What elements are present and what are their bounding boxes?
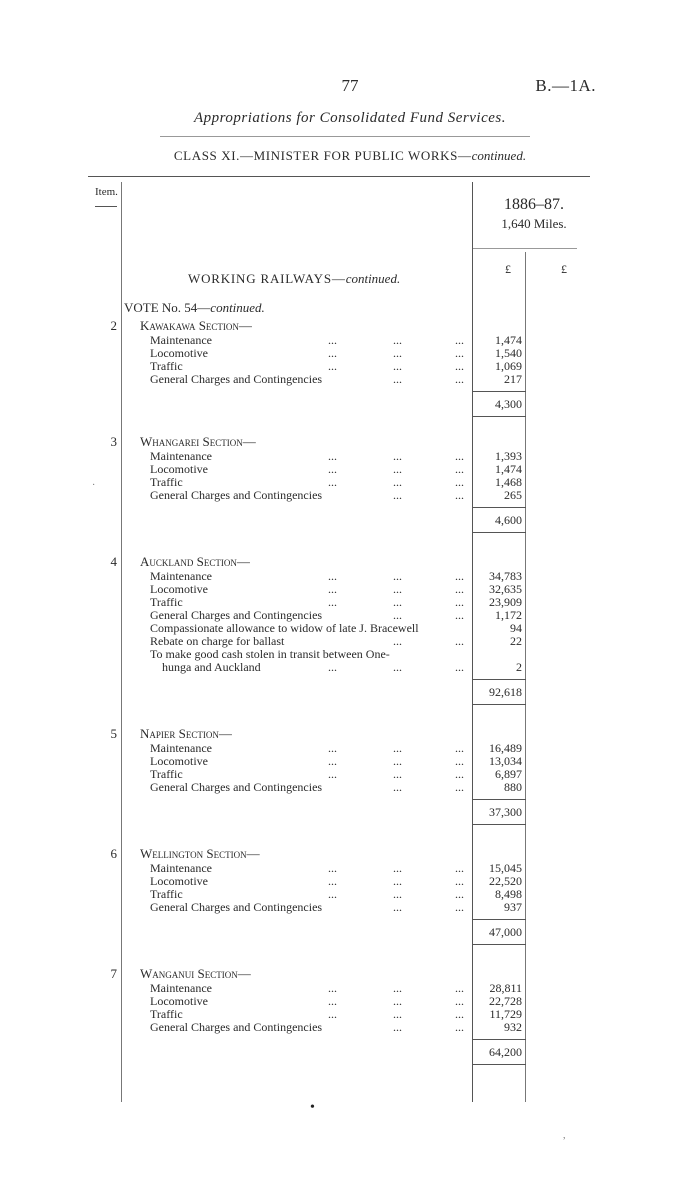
leader-dot: ... xyxy=(328,333,337,347)
leader-dot: ... xyxy=(393,1020,402,1034)
line-item-label: Traffic xyxy=(150,595,183,609)
line-item-label: General Charges and Contingencies xyxy=(150,608,323,622)
line-item-amount: 22,728 xyxy=(489,994,522,1008)
total-top-rule xyxy=(473,507,526,508)
class-heading-main: CLASS XI.—MINISTER FOR PUBLIC WORKS— xyxy=(173,148,472,163)
leader-dot: ... xyxy=(393,346,402,360)
leader-dot: ... xyxy=(455,994,464,1008)
line-item-amount: 265 xyxy=(504,488,522,502)
leader-dot: ... xyxy=(455,569,464,583)
subheading-main: WORKING RAILWAYS— xyxy=(188,271,346,286)
leader-dot: ... xyxy=(328,1007,337,1021)
leader-dot: ... xyxy=(393,767,402,781)
item-column-rule xyxy=(121,182,122,1102)
line-item-label: Locomotive xyxy=(150,582,208,596)
leader-dots xyxy=(150,373,468,386)
line-item-amount: 1,393 xyxy=(495,449,522,463)
vote-heading xyxy=(124,300,265,316)
line-item-amount: 1,069 xyxy=(495,359,522,373)
line-item-label: Compassionate allowance to widow of late J. Bracewell xyxy=(150,621,419,635)
page-number: 77 xyxy=(341,76,359,95)
line-item-label: Traffic xyxy=(150,359,183,373)
line-item-label: Rebate on charge for ballast xyxy=(150,634,285,648)
item-column-label: Item. xyxy=(95,186,118,198)
leader-dot: ... xyxy=(393,333,402,347)
total-bottom-rule xyxy=(473,416,526,417)
line-item xyxy=(150,781,468,794)
leader-dot: ... xyxy=(455,488,464,502)
section-total: 64,200 xyxy=(489,1045,522,1059)
leader-dot: ... xyxy=(455,780,464,794)
leader-dot: ... xyxy=(455,660,464,674)
line-item-label: Maintenance xyxy=(150,981,212,995)
corner-mark: , xyxy=(563,1130,566,1141)
leader-dot: ... xyxy=(455,1020,464,1034)
leader-dot: ... xyxy=(455,462,464,476)
vote-italic: continued. xyxy=(210,300,265,315)
leader-dot: ... xyxy=(328,861,337,875)
item-number: 2 xyxy=(110,318,117,333)
leader-dot: ... xyxy=(328,767,337,781)
leader-dot: ... xyxy=(328,462,337,476)
line-item xyxy=(150,347,468,360)
leader-dot: ... xyxy=(328,887,337,901)
leader-dot: ... xyxy=(328,874,337,888)
line-item-amount: 937 xyxy=(504,900,522,914)
leader-dot: ... xyxy=(393,981,402,995)
line-item xyxy=(150,875,468,888)
leader-dot: ... xyxy=(393,780,402,794)
working-railways-heading xyxy=(188,271,400,287)
line-item-amount: 880 xyxy=(504,780,522,794)
line-item-label: Maintenance xyxy=(150,741,212,755)
line-item-label: Traffic xyxy=(150,767,183,781)
line-item-label: Traffic xyxy=(150,887,183,901)
leader-dots xyxy=(150,995,468,1008)
line-item-label: General Charges and Contingencies xyxy=(150,900,323,914)
leader-dot: ... xyxy=(455,595,464,609)
line-item xyxy=(150,583,468,596)
leader-dot: ... xyxy=(455,346,464,360)
item-number: 6 xyxy=(110,846,117,861)
table-top-rule xyxy=(88,176,590,177)
line-item-label: To make good cash stolen in transit between One- xyxy=(150,647,390,661)
line-item xyxy=(150,661,468,674)
year-heading: 1886–87. xyxy=(504,196,564,213)
leader-dot: ... xyxy=(393,660,402,674)
line-item-label: Locomotive xyxy=(150,994,208,1008)
line-item-amount: 28,811 xyxy=(489,981,522,995)
leader-dot: ... xyxy=(455,475,464,489)
leader-dot: ... xyxy=(455,861,464,875)
leader-dot: ... xyxy=(328,981,337,995)
line-item-label: Locomotive xyxy=(150,462,208,476)
leader-dots xyxy=(150,875,468,888)
leader-dot: ... xyxy=(393,582,402,596)
page-mark: • xyxy=(310,1100,315,1115)
leader-dot: ... xyxy=(393,741,402,755)
leader-dot: ... xyxy=(393,874,402,888)
leader-dot: ... xyxy=(393,900,402,914)
line-item xyxy=(150,1021,468,1034)
line-item-label: Maintenance xyxy=(150,861,212,875)
item-number: 4 xyxy=(110,554,117,569)
line-item-label: Traffic xyxy=(150,1007,183,1021)
margin-mark: · xyxy=(92,480,96,491)
line-item-amount: 23,909 xyxy=(489,595,522,609)
leader-dot: ... xyxy=(455,754,464,768)
leader-dot: ... xyxy=(455,372,464,386)
leader-dot: ... xyxy=(393,608,402,622)
line-item-amount: 15,045 xyxy=(489,861,522,875)
leader-dot: ... xyxy=(393,372,402,386)
line-item xyxy=(150,995,468,1008)
line-item-label: Locomotive xyxy=(150,346,208,360)
leader-dot: ... xyxy=(328,475,337,489)
leader-dot: ... xyxy=(328,660,337,674)
leader-dot: ... xyxy=(328,569,337,583)
leader-dot: ... xyxy=(393,595,402,609)
leader-dot: ... xyxy=(328,346,337,360)
line-item-label: Maintenance xyxy=(150,333,212,347)
total-bottom-rule xyxy=(473,704,526,705)
section-total: 47,000 xyxy=(489,925,522,939)
leader-dot: ... xyxy=(455,741,464,755)
line-item xyxy=(150,901,468,914)
line-item-amount: 217 xyxy=(504,372,522,386)
line-item-amount: 22,520 xyxy=(489,874,522,888)
year-header-rule xyxy=(473,248,577,249)
line-item-amount: 22 xyxy=(510,634,522,648)
total-bottom-rule xyxy=(473,944,526,945)
leader-dot: ... xyxy=(328,449,337,463)
leader-dot: ... xyxy=(455,359,464,373)
leader-dot: ... xyxy=(455,582,464,596)
item-number: 7 xyxy=(110,966,117,981)
page-reference: B.—1A. xyxy=(535,76,596,95)
item-header-rule xyxy=(95,206,117,207)
pound-symbol-col1: £ xyxy=(505,262,511,276)
subheading-italic: continued. xyxy=(345,271,401,286)
leader-dot: ... xyxy=(455,449,464,463)
leader-dots xyxy=(150,755,468,768)
leader-dot: ... xyxy=(393,569,402,583)
line-item-label: General Charges and Contingencies xyxy=(150,372,323,386)
line-item-amount: 11,729 xyxy=(489,1007,522,1021)
leader-dot: ... xyxy=(393,475,402,489)
total-top-rule xyxy=(473,799,526,800)
leader-dot: ... xyxy=(393,861,402,875)
leader-dots xyxy=(150,1021,468,1034)
line-item-amount: 2 xyxy=(516,660,522,674)
leader-dot: ... xyxy=(455,634,464,648)
class-heading xyxy=(0,148,700,164)
line-item xyxy=(150,489,468,502)
item-number: 3 xyxy=(110,434,117,449)
line-item-label: Maintenance xyxy=(150,569,212,583)
running-title: Appropriations for Consolidated Fund Services. xyxy=(193,110,506,126)
vote-main: VOTE No. 54— xyxy=(124,300,211,315)
line-item-label: General Charges and Contingencies xyxy=(150,780,323,794)
leader-dot: ... xyxy=(393,634,402,648)
leader-dots xyxy=(150,781,468,794)
section-total: 4,600 xyxy=(495,513,522,527)
line-item-amount: 1,468 xyxy=(495,475,522,489)
line-item-amount: 1,172 xyxy=(495,608,522,622)
leader-dots xyxy=(150,661,468,674)
pound-symbol-col2: £ xyxy=(561,262,567,276)
amount-column-divider xyxy=(525,252,526,1102)
line-item xyxy=(150,373,468,386)
leader-dot: ... xyxy=(393,462,402,476)
leader-dot: ... xyxy=(328,754,337,768)
total-bottom-rule xyxy=(473,824,526,825)
section-title: Kawakawa Section— xyxy=(140,318,252,333)
line-item-label: Traffic xyxy=(150,475,183,489)
line-item-amount: 1,474 xyxy=(495,333,522,347)
leader-dot: ... xyxy=(393,449,402,463)
line-item-label: General Charges and Contingencies xyxy=(150,1020,323,1034)
leader-dot: ... xyxy=(328,595,337,609)
leader-dot: ... xyxy=(455,900,464,914)
line-item-amount: 1,540 xyxy=(495,346,522,360)
section-title: Wellington Section— xyxy=(140,846,260,861)
total-top-rule xyxy=(473,1039,526,1040)
leader-dots xyxy=(150,489,468,502)
leader-dots xyxy=(150,463,468,476)
total-top-rule xyxy=(473,679,526,680)
leader-dot: ... xyxy=(455,981,464,995)
leader-dot: ... xyxy=(328,582,337,596)
section-total: 92,618 xyxy=(489,685,522,699)
leader-dot: ... xyxy=(455,767,464,781)
leader-dots xyxy=(150,901,468,914)
section-title: Napier Section— xyxy=(140,726,232,741)
amount-column-left-rule xyxy=(472,182,473,1102)
line-item xyxy=(150,463,468,476)
leader-dot: ... xyxy=(393,754,402,768)
leader-dots xyxy=(150,347,468,360)
leader-dot: ... xyxy=(328,741,337,755)
line-item-label: hunga and Auckland xyxy=(162,660,261,674)
leader-dot: ... xyxy=(393,488,402,502)
leader-dot: ... xyxy=(393,1007,402,1021)
leader-dot: ... xyxy=(393,887,402,901)
line-item-amount: 32,635 xyxy=(489,582,522,596)
section-total: 4,300 xyxy=(495,397,522,411)
leader-dot: ... xyxy=(393,994,402,1008)
line-item-amount: 1,474 xyxy=(495,462,522,476)
line-item-amount: 932 xyxy=(504,1020,522,1034)
leader-dot: ... xyxy=(328,994,337,1008)
item-number: 5 xyxy=(110,726,117,741)
line-item-amount: 34,783 xyxy=(489,569,522,583)
line-item-amount: 16,489 xyxy=(489,741,522,755)
line-item-amount: 6,897 xyxy=(495,767,522,781)
leader-dot: ... xyxy=(455,1007,464,1021)
section-title: Whangarei Section— xyxy=(140,434,256,449)
leader-dot: ... xyxy=(455,333,464,347)
line-item-label: Locomotive xyxy=(150,754,208,768)
leader-dot: ... xyxy=(455,887,464,901)
leader-dot: ... xyxy=(455,608,464,622)
line-item-label: General Charges and Contingencies xyxy=(150,488,323,502)
line-item xyxy=(150,755,468,768)
section-title: Auckland Section— xyxy=(140,554,250,569)
section-total: 37,300 xyxy=(489,805,522,819)
line-item-amount: 13,034 xyxy=(489,754,522,768)
line-item-label: Maintenance xyxy=(150,449,212,463)
title-rule xyxy=(160,136,530,137)
line-item-amount: 94 xyxy=(510,621,522,635)
class-heading-italic: continued. xyxy=(471,148,527,163)
total-bottom-rule xyxy=(473,532,526,533)
leader-dot: ... xyxy=(393,359,402,373)
total-top-rule xyxy=(473,919,526,920)
leader-dot: ... xyxy=(328,359,337,373)
section-title: Wanganui Section— xyxy=(140,966,251,981)
leader-dots xyxy=(150,583,468,596)
miles-heading: 1,640 Miles. xyxy=(501,216,567,231)
line-item-label: Locomotive xyxy=(150,874,208,888)
line-item-amount: 8,498 xyxy=(495,887,522,901)
total-top-rule xyxy=(473,391,526,392)
total-bottom-rule xyxy=(473,1064,526,1065)
leader-dot: ... xyxy=(455,874,464,888)
